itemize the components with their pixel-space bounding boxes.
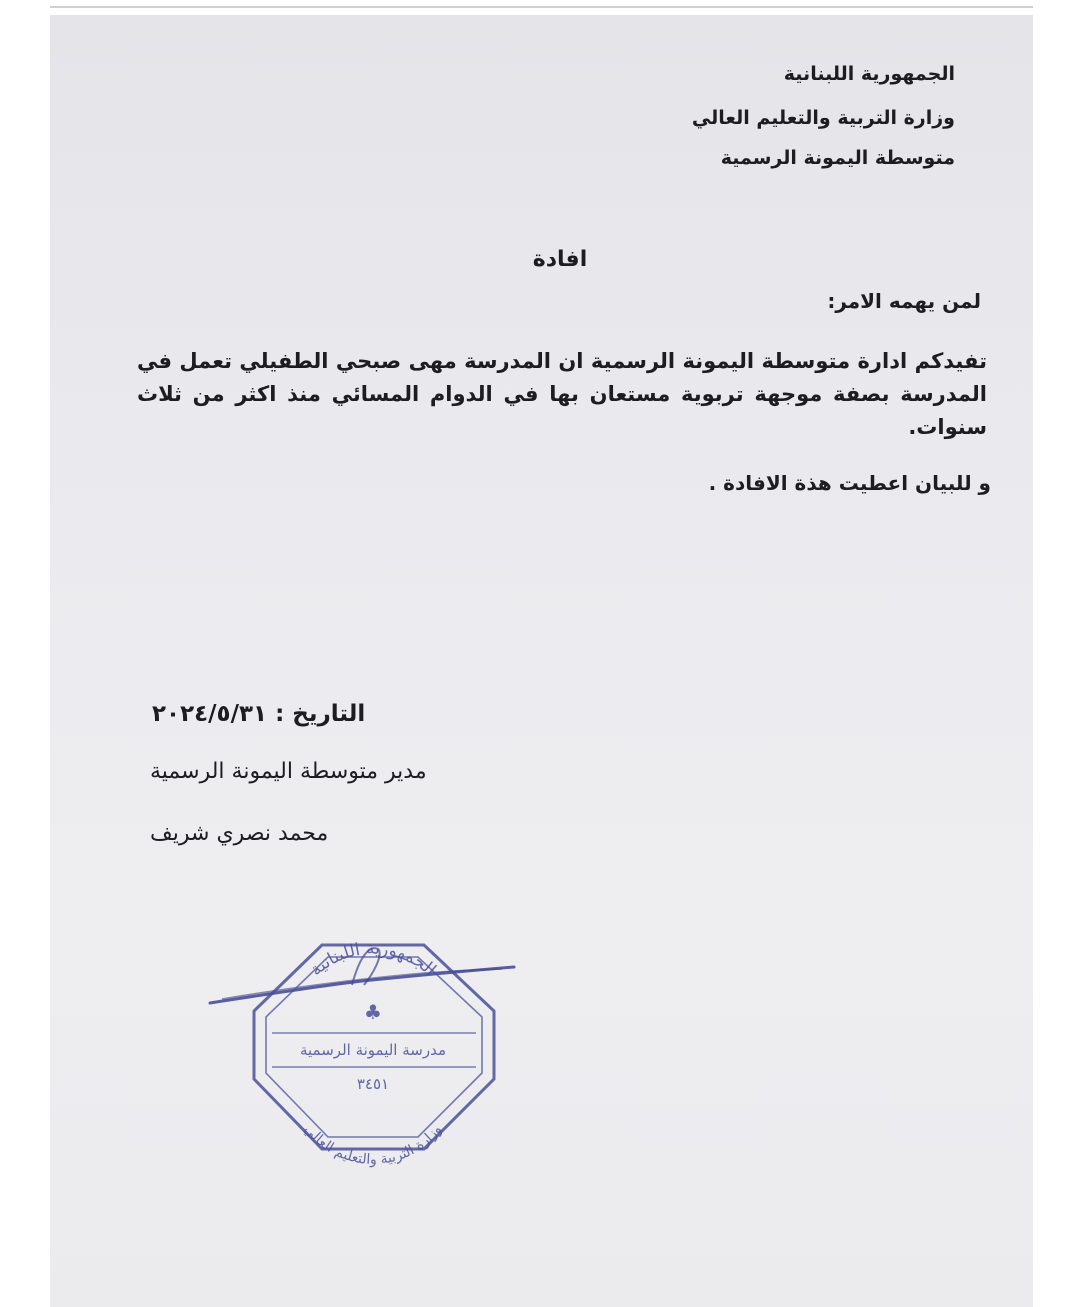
signatory-name: محمد نصري شريف [150, 821, 329, 846]
top-divider [50, 6, 1033, 8]
date-line: التاريخ : ٢٠٢٤/٥/٣١ [152, 701, 366, 727]
closing-line: و للبيان اعطيت هذة الافادة . [708, 471, 991, 495]
document-title: افادة [532, 247, 588, 272]
header-ministry: وزارة التربية والتعليم العالي [691, 107, 955, 129]
header-republic: الجمهورية اللبنانية [783, 63, 955, 85]
header-school: متوسطة اليمونة الرسمية [720, 147, 955, 169]
body-paragraph: تفيدكم ادارة متوسطة اليمونة الرسمية ان المدرسة مهى صبحي الطفيلي تعمل في المدرسة بصفة موجهة تربوية مستعان بها في الدوام المسائي منذ اكثر من ثلاث سنوات. [137, 349, 987, 439]
cedar-icon: ♣ [364, 1000, 382, 1024]
document-paper [50, 15, 1033, 1307]
stamp-middle-text: مدرسة اليمونة الرسمية [299, 1041, 447, 1059]
stamp-number: ٣٤٥١ [356, 1075, 390, 1093]
salutation: لمن يهمه الامر: [827, 289, 981, 313]
stamp-bottom-text: وزارة التربية والتعليم العالي [300, 1121, 446, 1168]
stamp-top-text: الجمهورية اللبنانية [306, 938, 440, 981]
official-stamp [202, 915, 532, 1175]
signatory-role: مدير متوسطة اليمونة الرسمية [150, 759, 427, 784]
